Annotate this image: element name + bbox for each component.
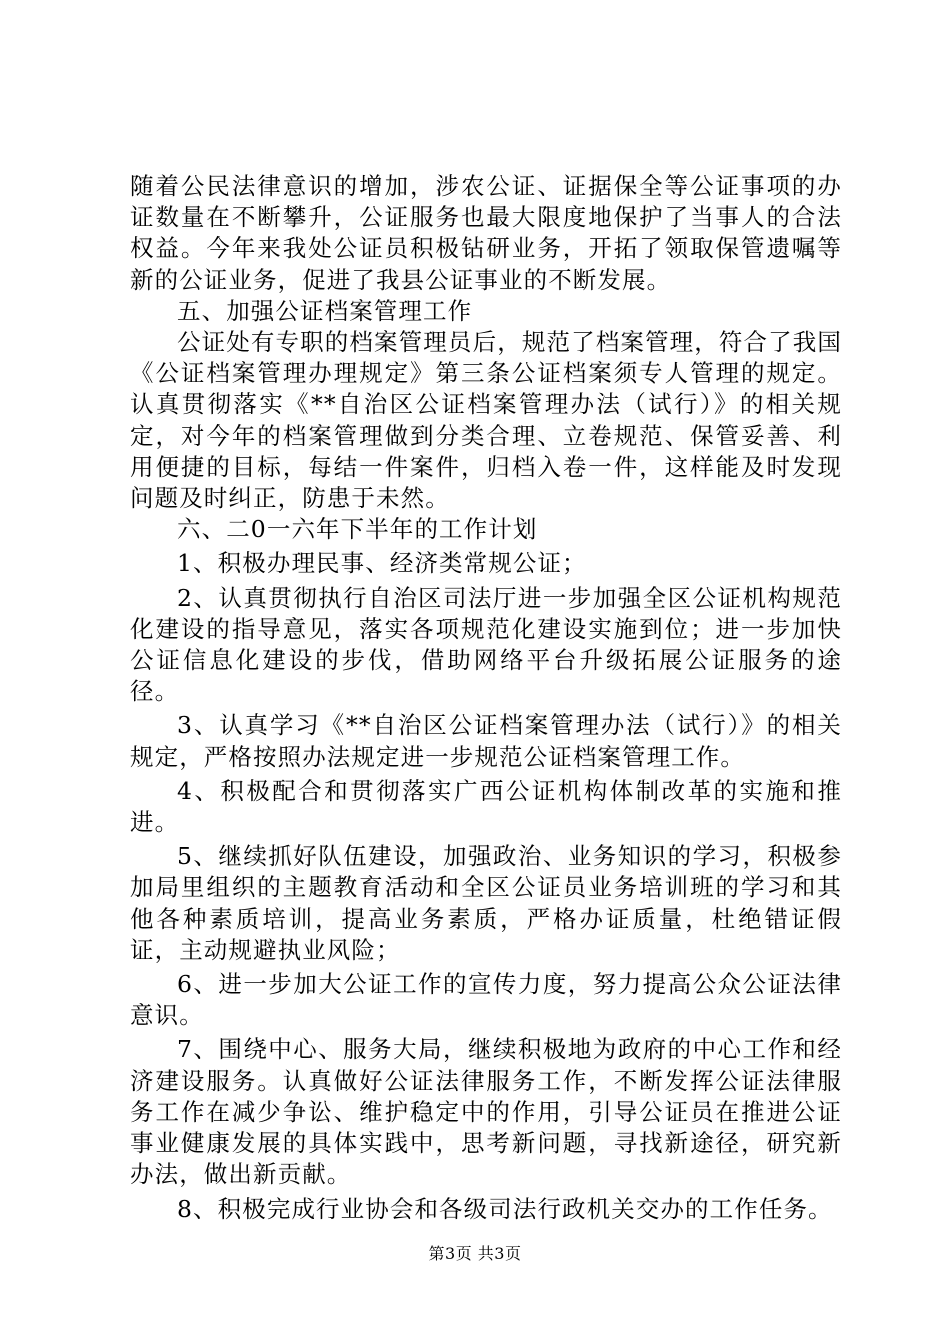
section-heading-archive-management: 五、加强公证档案管理工作 [177,296,473,325]
plan-item-4: 4、积极配合和贯彻落实广西公证机构体制改革的实施和推进。 [130,776,842,837]
document-body [130,171,842,1225]
paragraph-continuation: 随着公民法律意识的增加，涉农公证、证据保全等公证事项的办证数量在不断攀升，公证服务也最大限度地保护了当事人的合法权益。今年来我处公证员积极钻研业务，开拓了领取保管遗嘱等新的公证业务，促进了我县公证事业的不断发展。 [130,172,842,294]
section-heading-work-plan: 六、二0一六年下半年的工作计划 [177,515,538,544]
page-number-footer: 第3页 共3页 [428,1244,522,1263]
plan-item-1: 1、积极办理民事、经济类常规公证； [177,549,587,578]
plan-item-6: 6、进一步加大公证工作的宣传力度，努力提高公众公证法律意识。 [130,970,842,1030]
plan-item-2: 2、认真贯彻执行自治区司法厅进一步加强全区公证机构规范化建设的指导意见，落实各项规范化建设实施到位；进一步加快公证信息化建设的步伐，借助网络平台升级拓展公证服务的途径。 [130,583,842,706]
plan-item-7: 7、围绕中心、服务大局，继续积极地为政府的中心工作和经济建设服务。认真做好公证法律服务工作，不断发挥公证法律服务工作在减少争讼、维护稳定中的作用，引导公证员在推进公证事业健康发展的具体实践中，思考新问题，寻找新途径，研究新办法，做出新贡献。 [130,1035,842,1189]
plan-item-8: 8、积极完成行业协会和各级司法行政机关交办的工作任务。 [177,1194,833,1223]
plan-item-5: 5、继续抓好队伍建设，加强政治、业务知识的学习，积极参加局里组织的主题教育活动和全区公证员业务培训班的学习和其他各种素质培训，提高业务素质，严格办证质量，杜绝错证假证，主动规避执业风险； [130,842,842,964]
paragraph-archive-management: 公证处有专职的档案管理员后，规范了档案管理，符合了我国《公证档案管理办理规定》第三条公证档案须专人管理的规定。认真贯彻落实《**自治区公证档案管理办法（试行）》的相关规定，对今年的档案管理做到分类合理、立卷规范、保管妥善、利用便捷的目标，每结一件案件，归档入卷一件，这样能及时发现问题及时纠正，防患于未然。 [130,328,842,513]
plan-item-3: 3、认真学习《**自治区公证档案管理办法（试行）》的相关规定，严格按照办法规定进一步规范公证档案管理工作。 [130,711,842,771]
